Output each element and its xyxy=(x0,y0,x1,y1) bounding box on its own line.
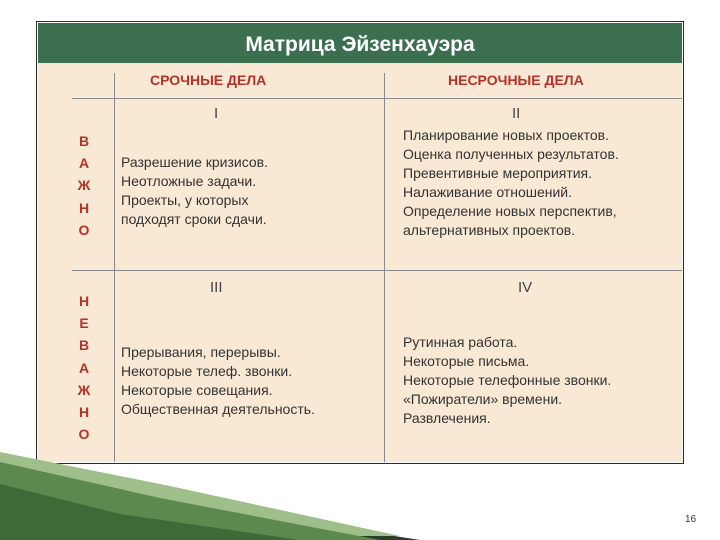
grid-line-middle xyxy=(72,270,682,271)
row-letter: Н xyxy=(78,404,90,421)
eisenhower-matrix xyxy=(38,23,682,462)
list-item: подходят сроки сдачи. xyxy=(121,210,267,227)
page-number: 16 xyxy=(685,514,697,525)
header-urgent: СРОЧНЫЕ ДЕЛА xyxy=(150,72,267,88)
list-item: Оценка полученных результатов. xyxy=(403,145,619,162)
list-item: Определение новых перспектив, xyxy=(403,202,617,219)
quadrant-4-numeral: IV xyxy=(518,279,533,296)
row-letter: А xyxy=(78,155,90,172)
list-item: Проекты, у которых xyxy=(121,191,249,208)
list-item: Общественная деятельность. xyxy=(121,400,315,417)
list-item: Некоторые телеф. звонки. xyxy=(121,362,293,379)
list-item: Планирование новых проектов. xyxy=(403,127,609,143)
row-letter: Ж xyxy=(77,381,91,398)
quadrant-2-numeral: II xyxy=(512,105,521,122)
list-item: Рутинная работа. xyxy=(403,334,518,350)
quadrant-1-numeral: I xyxy=(214,105,219,122)
list-item: Некоторые совещания. xyxy=(121,381,273,398)
row-letter: О xyxy=(78,221,90,238)
row-letter: В xyxy=(78,337,90,354)
list-item: Некоторые телефонные звонки. xyxy=(403,371,612,388)
matrix-title: Матрица Эйзенхауэра xyxy=(38,23,682,63)
row-letter: О xyxy=(78,426,90,443)
row-letter: В xyxy=(78,133,90,149)
list-item: Прерывания, перерывы. xyxy=(121,344,281,360)
row-letter: Е xyxy=(79,315,89,332)
row-letter: Н xyxy=(78,293,90,309)
grid-line-header xyxy=(72,98,682,99)
row-label-important xyxy=(77,130,91,241)
grid-line-vertical-left xyxy=(114,73,115,462)
grid-line-vertical-middle xyxy=(384,73,385,462)
quadrant-3-items xyxy=(121,343,315,419)
quadrant-4-items xyxy=(403,333,611,428)
row-letter: Ж xyxy=(77,177,91,194)
decorative-swoosh xyxy=(0,440,460,540)
list-item: Развлечения. xyxy=(403,409,491,426)
list-item: Неотложные задачи. xyxy=(121,172,257,189)
quadrant-2-items xyxy=(403,126,619,239)
row-label-not-important xyxy=(77,290,91,445)
row-letter: Н xyxy=(78,199,90,216)
list-item: Разрешение кризисов. xyxy=(121,154,268,170)
quadrant-1-items xyxy=(121,153,268,229)
list-item: «Пожиратели» времени. xyxy=(403,390,563,407)
list-item: Превентивные мероприятия. xyxy=(403,164,593,181)
header-not-urgent: НЕСРОЧНЫЕ ДЕЛА xyxy=(448,72,584,88)
row-letter: А xyxy=(78,359,90,376)
list-item: Некоторые письма. xyxy=(403,352,530,369)
quadrant-3-numeral: III xyxy=(210,279,223,296)
list-item: Налаживание отношений. xyxy=(403,183,573,200)
list-item: альтернативных проектов. xyxy=(403,221,576,238)
